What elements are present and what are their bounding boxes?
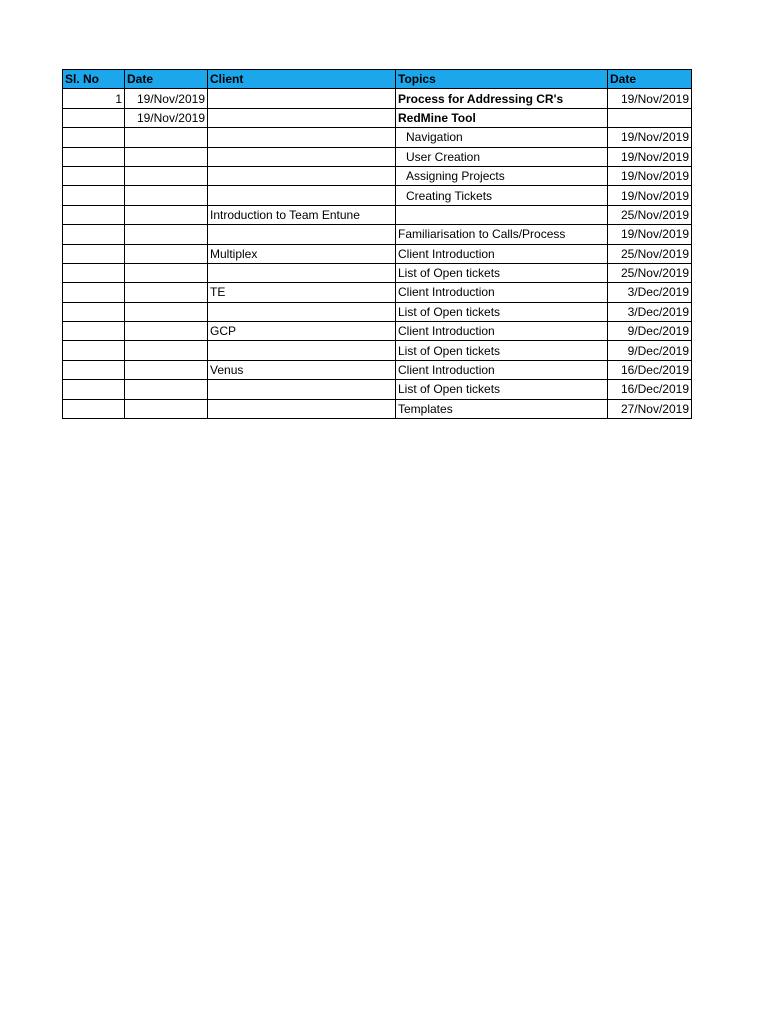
table-row — [63, 89, 692, 108]
cell-slno — [63, 166, 125, 185]
table-row — [63, 341, 692, 360]
cell-date — [125, 302, 208, 321]
cell-client — [208, 302, 396, 321]
cell-date2: 3/Dec/2019 — [608, 283, 692, 302]
header-topics: Topics — [396, 70, 608, 89]
cell-date2: 19/Nov/2019 — [608, 166, 692, 185]
header-date: Date — [125, 70, 208, 89]
cell-client: TE — [208, 283, 396, 302]
cell-topic — [396, 205, 608, 224]
cell-slno — [63, 263, 125, 282]
cell-date — [125, 380, 208, 399]
cell-topic: Client Introduction — [396, 322, 608, 341]
cell-slno — [63, 108, 125, 127]
cell-slno — [63, 225, 125, 244]
cell-slno — [63, 186, 125, 205]
table-row — [63, 399, 692, 418]
cell-topic: Process for Addressing CR's — [396, 89, 608, 108]
cell-slno — [63, 244, 125, 263]
cell-client: Venus — [208, 360, 396, 379]
cell-date2: 3/Dec/2019 — [608, 302, 692, 321]
cell-client: Multiplex — [208, 244, 396, 263]
cell-slno — [63, 322, 125, 341]
cell-topic: Navigation — [396, 128, 608, 147]
table-row — [63, 128, 692, 147]
cell-client — [208, 166, 396, 185]
schedule-table — [62, 69, 692, 419]
cell-date2: 19/Nov/2019 — [608, 128, 692, 147]
cell-slno — [63, 147, 125, 166]
cell-topic: List of Open tickets — [396, 302, 608, 321]
cell-date — [125, 186, 208, 205]
table-row — [63, 108, 692, 127]
cell-topic: Creating Tickets — [396, 186, 608, 205]
cell-date2 — [608, 108, 692, 127]
cell-client — [208, 186, 396, 205]
table-row — [63, 283, 692, 302]
cell-date2: 19/Nov/2019 — [608, 147, 692, 166]
cell-slno — [63, 341, 125, 360]
cell-date2: 25/Nov/2019 — [608, 263, 692, 282]
cell-date2: 16/Dec/2019 — [608, 360, 692, 379]
cell-topic: User Creation — [396, 147, 608, 166]
table-row — [63, 302, 692, 321]
cell-date2: 19/Nov/2019 — [608, 89, 692, 108]
cell-slno — [63, 360, 125, 379]
cell-client — [208, 147, 396, 166]
cell-date — [125, 399, 208, 418]
table-row — [63, 166, 692, 185]
cell-topic: Familiarisation to Calls/Process — [396, 225, 608, 244]
cell-client — [208, 128, 396, 147]
cell-date2: 25/Nov/2019 — [608, 244, 692, 263]
cell-client: GCP — [208, 322, 396, 341]
table-row — [63, 225, 692, 244]
cell-date2: 25/Nov/2019 — [608, 205, 692, 224]
cell-date2: 27/Nov/2019 — [608, 399, 692, 418]
cell-date — [125, 244, 208, 263]
cell-client: Introduction to Team Entune — [208, 205, 396, 224]
cell-client — [208, 380, 396, 399]
cell-date — [125, 225, 208, 244]
cell-date2: 19/Nov/2019 — [608, 186, 692, 205]
cell-slno — [63, 302, 125, 321]
cell-date — [125, 283, 208, 302]
cell-client — [208, 108, 396, 127]
cell-date — [125, 128, 208, 147]
cell-client — [208, 263, 396, 282]
table-row — [63, 205, 692, 224]
cell-date — [125, 322, 208, 341]
cell-date2: 9/Dec/2019 — [608, 341, 692, 360]
cell-slno — [63, 128, 125, 147]
cell-slno — [63, 399, 125, 418]
header-slno: Sl. No — [63, 70, 125, 89]
table-row — [63, 380, 692, 399]
cell-date2: 16/Dec/2019 — [608, 380, 692, 399]
cell-date2: 19/Nov/2019 — [608, 225, 692, 244]
cell-topic: Assigning Projects — [396, 166, 608, 185]
cell-date — [125, 360, 208, 379]
cell-client — [208, 89, 396, 108]
cell-slno — [63, 283, 125, 302]
cell-date: 19/Nov/2019 — [125, 89, 208, 108]
cell-topic: RedMine Tool — [396, 108, 608, 127]
cell-topic: Client Introduction — [396, 244, 608, 263]
cell-slno — [63, 205, 125, 224]
cell-topic: Client Introduction — [396, 283, 608, 302]
cell-date — [125, 263, 208, 282]
cell-date — [125, 341, 208, 360]
cell-topic: List of Open tickets — [396, 263, 608, 282]
cell-date — [125, 166, 208, 185]
cell-slno — [63, 380, 125, 399]
cell-date: 19/Nov/2019 — [125, 108, 208, 127]
cell-topic: Client Introduction — [396, 360, 608, 379]
cell-topic: List of Open tickets — [396, 380, 608, 399]
cell-slno: 1 — [63, 89, 125, 108]
cell-topic: List of Open tickets — [396, 341, 608, 360]
table-row — [63, 360, 692, 379]
cell-client — [208, 341, 396, 360]
header-date2: Date — [608, 70, 692, 89]
cell-topic: Templates — [396, 399, 608, 418]
table-row — [63, 186, 692, 205]
table-row — [63, 244, 692, 263]
cell-date — [125, 147, 208, 166]
table-row — [63, 322, 692, 341]
cell-date2: 9/Dec/2019 — [608, 322, 692, 341]
table-row — [63, 263, 692, 282]
table-row — [63, 147, 692, 166]
cell-client — [208, 225, 396, 244]
header-row — [63, 70, 692, 89]
header-client: Client — [208, 70, 396, 89]
cell-date — [125, 205, 208, 224]
cell-client — [208, 399, 396, 418]
